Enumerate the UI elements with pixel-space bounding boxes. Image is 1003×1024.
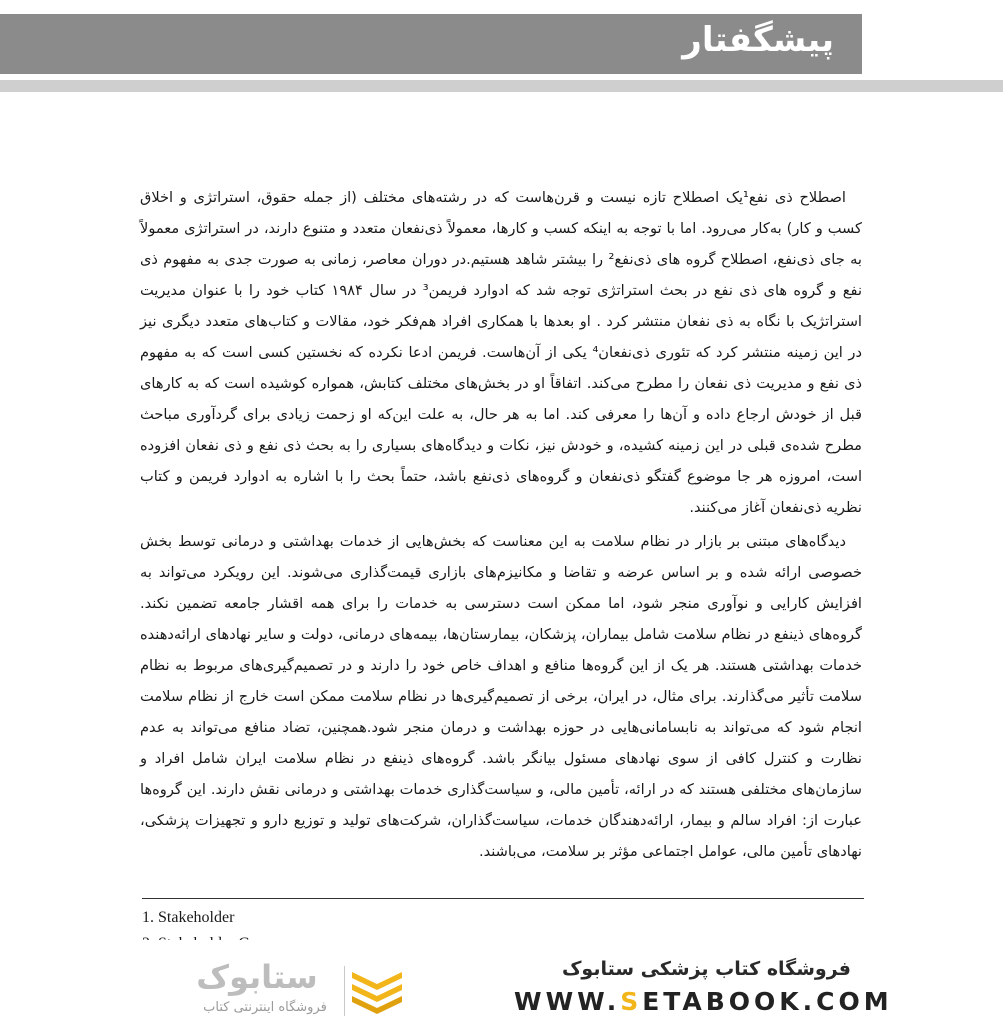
header-rule bbox=[0, 80, 1003, 92]
store-name: فروشگاه کتاب پزشکی ستابوک bbox=[561, 958, 851, 980]
book-stack-icon bbox=[350, 966, 404, 1018]
logo-tagline: فروشگاه اینترنتی کتاب bbox=[203, 1000, 327, 1015]
store-url-prefix: WWW. bbox=[514, 987, 621, 1016]
chapter-title: پیشگفتار bbox=[682, 20, 834, 60]
logo-divider bbox=[344, 966, 345, 1016]
paragraph-2-text: دیدگاه‌های مبتنی بر بازار در نظام سلامت به این معناست که بخش‌هایی از خدمات بهداشتی و درمانی توسط بخش خصوصی ارائه شده و بر اساس عرضه و تقاضا و مکانیزم‌های بازاری قیمت‌گذاری می‌شوند. این رویکرد می‌تواند به افزایش کارایی و نوآوری منجر شود، اما ممکن است دسترسی به خدمات را برای همه اقشار جامعه تضمین نکند. گروه‌های ذینفع در نظام سلامت شامل بیماران، پزشکان، بیمارستان‌ها، بیمه‌های درمانی، دولت و سایر نهادهای ارائه‌دهنده خدمات بهداشتی هستند. هر یک از این گروه‌ها منافع و اهداف خاص خود را دارند و در تصمیم‌گیری‌های مربوط به نظام سلامت تأثیر می‌گذارند. برای مثال، در ایران، برخی از تصمیم‌گیری‌ها در نظام سلامت ممکن است خارج از نظام سلامت انجام شود که می‌تواند به نابسامانی‌هایی در حوزه بهداشت و درمان منجر شود.همچنین، تضاد منافع می‌تواند به عدم نظارت و کنترل کافی از سوی نهادهای مسئول بیانگر باشد. گروه‌های ذینفع در نظام سلامت ایران شامل افراد و سازمان‌های مختلفی هستند که در ارائه، تأمین مالی، و سیاست‌گذاری خدمات بهداشتی و درمانی نقش دارند. این گروه‌ها عبارت از: افراد سالم و بیمار، ارائه‌دهندگان خدمات، سیاست‌گذاران، شرکت‌های تولید و توزیع دارو و تجهیزات پزشکی، نهادهای تأمین مالی، عوامل اجتماعی مؤثر بر سلامت، می‌باشند. bbox=[140, 533, 862, 860]
chapter-header-bar bbox=[0, 14, 862, 74]
paragraph-1-text: اصطلاح ذی نفع¹یک اصطلاح تازه نیست و قرن‌هاست که در رشته‌های مختلف (از جمله حقوق، استراتژی و اخلاق کسب و کار) به‌کار می‌رود. اما با توجه به اینکه کسب و کارها، معمولاً ذی‌نفعان متعدد و متنوع دارند، در استراتژی معمولاً به جای ذی‌نفع، اصطلاح گروه های ذی‌نفع² را بیشتر شاهد هستیم.در دوران معاصر، زمانی به صورت جدی به مفهوم ذی نفع و گروه های ذی نفع در بحث استراتژی توجه شد که ادوارد فریمن³ در سال ۱۹۸۴ کتاب خود را با عنوان مدیریت استراتژیک با نگاه به ذی نفعان منتشر کرد . او بعدها با همکاری افراد هم‌فکر خود، مقالات و کتاب‌های متعدد دیگری نیز در این زمینه منتشر کرد که تئوری ذی‌نفعان⁴ یکی از آن‌هاست. فریمن ادعا نکرده که نخستین کسی است که به مفهوم ذی نفع و مدیریت ذی نفعان را مطرح می‌کند. اتفاقاً او در بخش‌های مختلف کتابش، همواره کوشیده است که به کارهای قبل از خودش ارجاع داده و آن‌ها را معرفی کند. اما به هر حال، به علت این‌که او زحمت زیادی برای گردآوری مباحث مطرح شده‌ی قبلی در این زمینه کشیده، و خودش نیز، نکات و دیدگاه‌های بسیاری را به بحث ذی نفع و ذی نفعان افزوده است، امروزه هر جا موضوع گفتگو ذی‌نفعان و گروه‌های ذی‌نفع باشد، حتماً بحث را با اشاره به ادوارد فریمن و کتاب نظریه ذی‌نفعان آغاز می‌کنند. bbox=[140, 189, 863, 516]
body-text bbox=[140, 182, 862, 870]
footnotes bbox=[142, 898, 864, 943]
logo-brand-text: ستابوک bbox=[196, 958, 318, 996]
store-url[interactable] bbox=[514, 987, 893, 1016]
store-url-accent-letter: S bbox=[620, 987, 643, 1016]
paragraph-1 bbox=[140, 182, 862, 523]
footnote-1: 1. Stakeholder bbox=[142, 909, 235, 926]
paragraph-2 bbox=[140, 526, 862, 867]
store-url-suffix: ETABOOK.COM bbox=[642, 987, 893, 1016]
store-logo bbox=[172, 958, 402, 1022]
